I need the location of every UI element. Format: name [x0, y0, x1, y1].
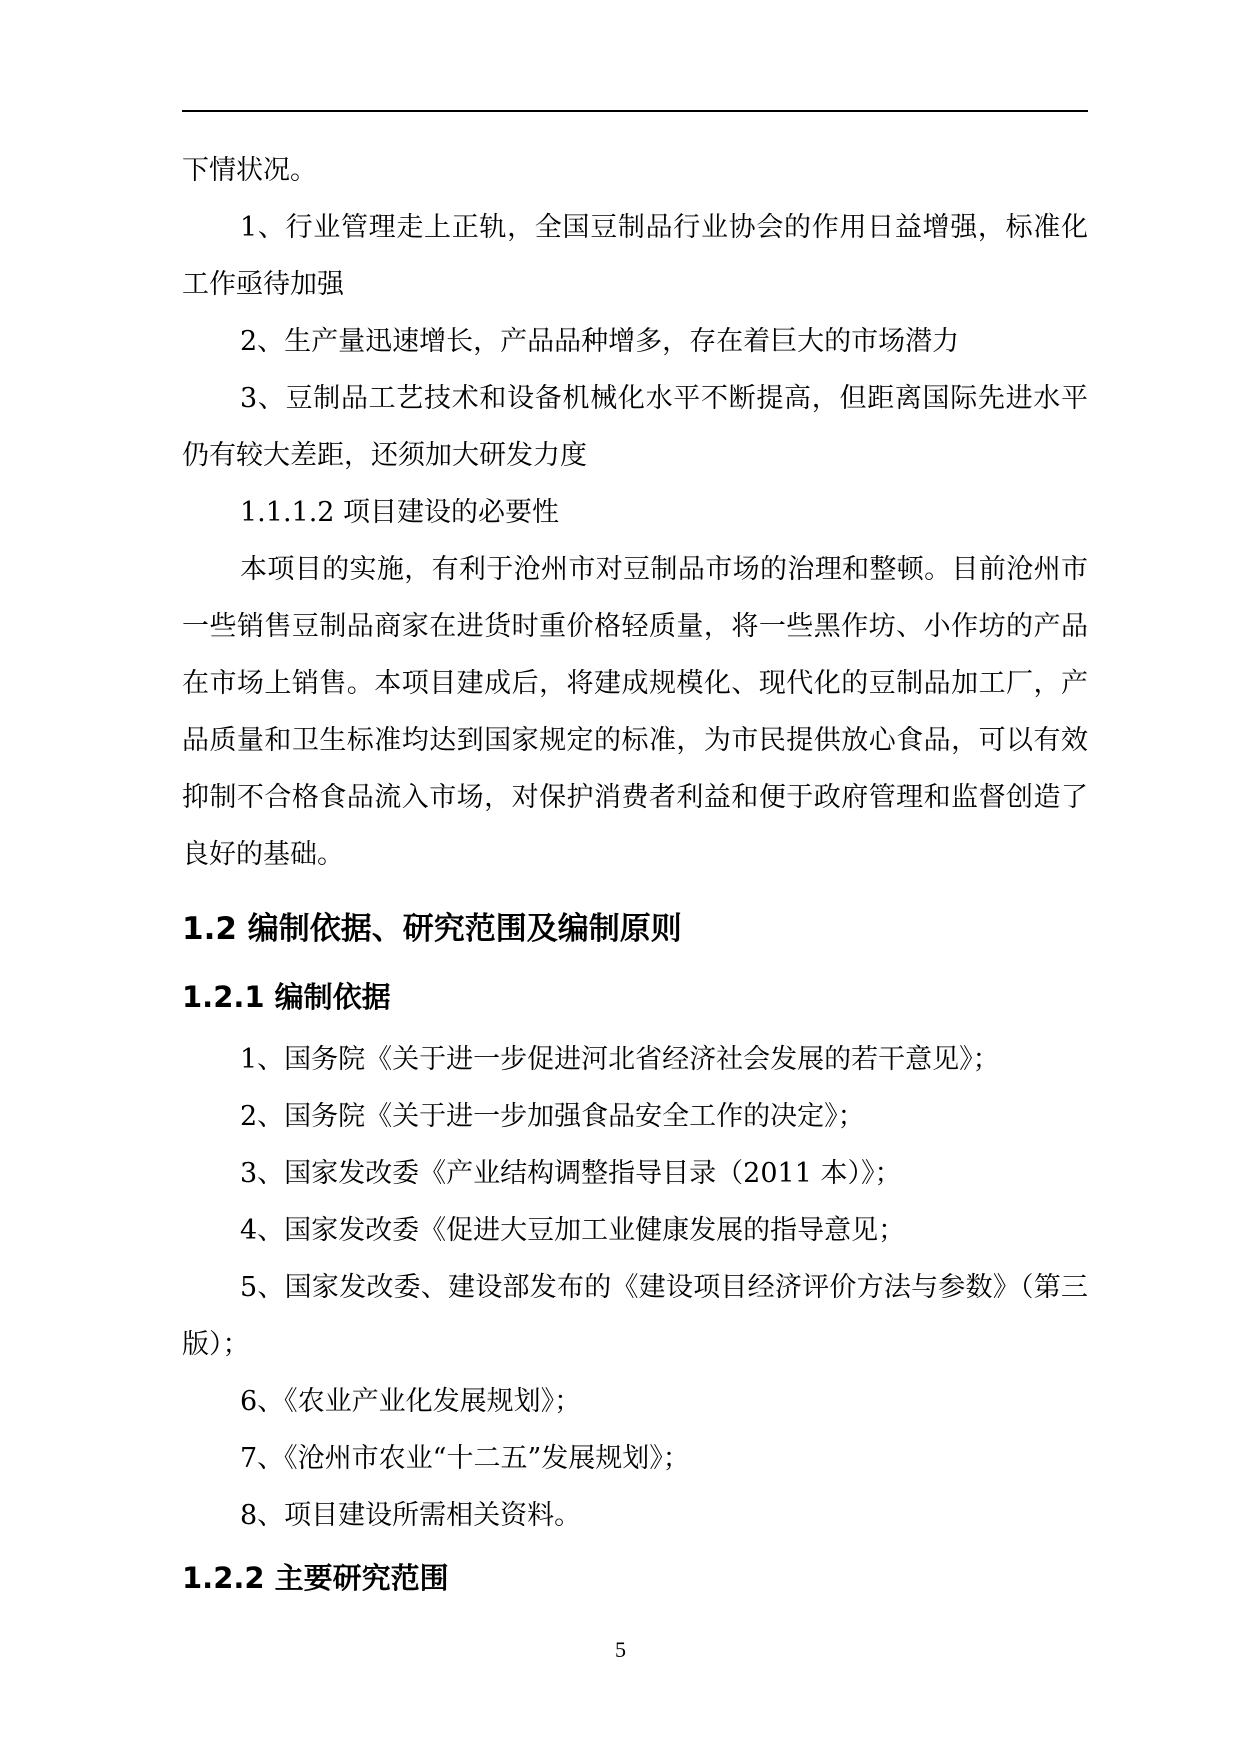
- situation-item: 1、行业管理走上正轨，全国豆制品行业协会的作用日益增强，标准化工作亟待加强: [182, 212, 1088, 300]
- subsection-title: 1.1.1.2 项目建设的必要性: [240, 497, 560, 528]
- section-heading: 1.2 编制依据、研究范围及编制原则: [182, 911, 682, 947]
- basis-item: 8、项目建设所需相关资料。: [240, 1500, 582, 1531]
- page-number: 5: [615, 1637, 626, 1662]
- scope-heading: 1.2.2 主要研究范围: [182, 1561, 449, 1595]
- situation-item: 2、生产量迅速增长，产品品种增多，存在着巨大的市场潜力: [240, 326, 960, 357]
- header-rule: [182, 110, 1088, 112]
- basis-item: 4、国家发改委《促进大豆加工业健康发展的指导意见；: [240, 1215, 906, 1246]
- basis-heading: 1.2.1 编制依据: [182, 980, 391, 1014]
- basis-item: 3、国家发改委《产业结构调整指导目录（2011 本）》；: [240, 1158, 902, 1189]
- basis-item: 6、《农业产业化发展规划》；: [240, 1386, 582, 1417]
- continuation-text: 下情状况。: [182, 155, 317, 186]
- basis-item: 7、《沧州市农业“十二五”发展规划》；: [240, 1443, 690, 1474]
- basis-item: 5、国家发改委、建设部发布的《建设项目经济评价方法与参数》（第三版）；: [182, 1272, 1088, 1360]
- situation-item: 3、豆制品工艺技术和设备机械化水平不断提高，但距离国际先进水平仍有较大差距，还须加大研发力度: [182, 383, 1088, 471]
- basis-item: 2、国务院《关于进一步加强食品安全工作的决定》；: [240, 1101, 865, 1132]
- basis-item: 1、国务院《关于进一步促进河北省经济社会发展的若干意见》；: [240, 1044, 1000, 1075]
- page-content: [182, 142, 1088, 1612]
- necessity-paragraph: 本项目的实施，有利于沧州市对豆制品市场的治理和整顿。目前沧州市一些销售豆制品商家在进货时重价格轻质量，将一些黑作坊、小作坊的产品在市场上销售。本项目建成后，将建成规模化、现代化的豆制品加工厂，产品质量和卫生标准均达到国家规定的标准，为市民提供放心食品，可以有效抑制不合格食品流入市场，对保护消费者利益和便于政府管理和监督创造了良好的基础。: [182, 554, 1088, 870]
